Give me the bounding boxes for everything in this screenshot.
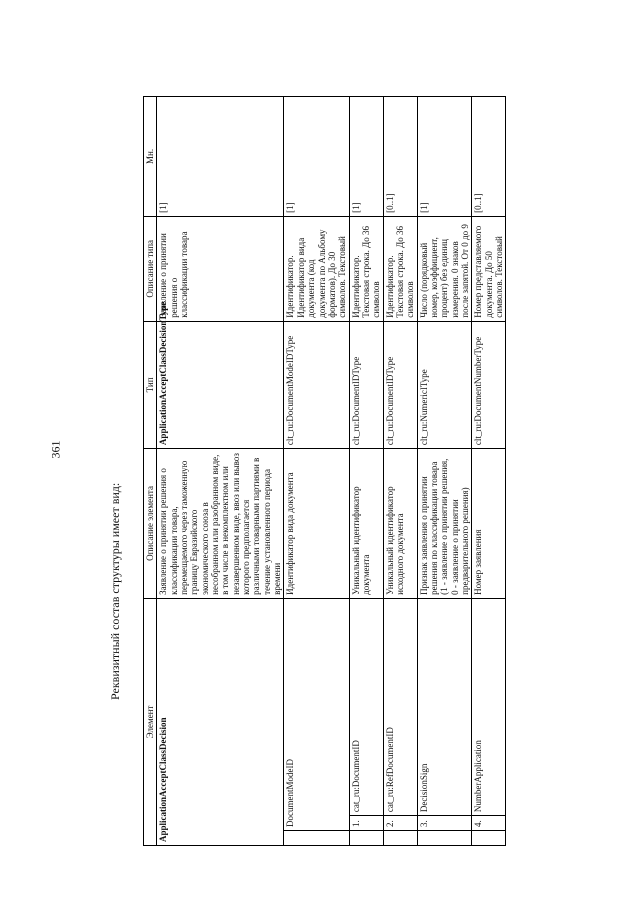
table-row (383, 97, 417, 846)
cell-type-description: Число (порядковый номер, коэффициент, процент) без единиц измерения. 0 знаков после запятой. От 0 до 9 (417, 216, 472, 321)
cell-type-description: Номер представляемого документа. До 50 символов. Текстовый (472, 216, 506, 321)
cell-type: clt_ru:DocumentIDType (383, 321, 417, 448)
cell-type-description: Заявление о принятии решения о классификации товара (157, 216, 284, 321)
cell-type: clt_ru:NumericIType (417, 321, 472, 448)
cell-description: Идентификатор вида документа (284, 449, 349, 599)
cell-element: DocumentModeID (284, 598, 349, 830)
cell-multiplicity: [1] (157, 97, 284, 217)
cell-number: 4. (472, 816, 506, 831)
cell-element: ApplicationAcceptClassDecision (157, 598, 284, 845)
table-row (417, 97, 472, 846)
cell-description: Заявление о принятии решения о классификации товара, перемещаемого через таможенную границу Евразийского экономического союза в несобранном или разобранном виде, в том числе в некомплектном или незавершенном виде, ввоз или вывоз которого предполагается различными товарными партиями в течение установленного периода времени (157, 449, 284, 599)
cell-multiplicity: [0..1] (472, 97, 506, 217)
cell-type-description: Идентификатор. Идентификатор вида документа (код документа по Альбому форматов). До 30 символов. Текстовый (284, 216, 349, 321)
cell-number: 2. (383, 816, 417, 831)
cell-number: 3. (417, 816, 472, 831)
cell-type: clt_ru:DocumentIDType (349, 321, 383, 448)
cell-type-description: Идентификатор. Текстовая строка. До 36 символов (349, 216, 383, 321)
table-header-row (144, 97, 157, 846)
cell-description: Признак заявления о принятии решения по классификации товара (1 - заявление о принятии решения, 0 - заявление о принятии предварительного решения) (417, 449, 472, 599)
cell-multiplicity: [0..1] (383, 97, 417, 217)
intro-text: Реквизитный состав структуры имеет вид: (108, 482, 122, 700)
table-row (472, 97, 506, 846)
table-row (157, 97, 284, 846)
indent-cell (383, 831, 417, 846)
cell-multiplicity: [1] (349, 97, 383, 217)
indent-cell (417, 831, 472, 846)
cell-element: cat_ru:DocumentID (349, 598, 383, 815)
cell-type: clt_ru:DocumentNumberType (472, 321, 506, 448)
page-number: 361 (48, 440, 63, 459)
header-element: Элемент (144, 598, 157, 845)
cell-description: Номер заявления (472, 449, 506, 599)
cell-multiplicity: [1] (284, 97, 349, 217)
header-type-description: Описание типа (144, 216, 157, 321)
indent-cell (349, 831, 383, 846)
cell-number: 1. (349, 816, 383, 831)
cell-type: clt_ru:DocumentModeIDType (284, 321, 349, 448)
cell-element: DecisionSign (417, 598, 472, 815)
header-type: Тип (144, 321, 157, 448)
cell-description: Уникальный идентификатор документа (349, 449, 383, 599)
structure-table-container (143, 96, 640, 846)
cell-type-description: Идентификатор. Текстовая строка. До 36 символов (383, 216, 417, 321)
header-multiplicity: Мн. (144, 97, 157, 217)
cell-type: ApplicationAcceptClassDecisionType (157, 321, 284, 448)
indent-cell (472, 831, 506, 846)
table-row (349, 97, 383, 846)
cell-multiplicity: [1] (417, 97, 472, 217)
cell-element: NumberApplication (472, 598, 506, 815)
cell-description: Уникальный идентификатор исходного документа (383, 449, 417, 599)
indent-cell (284, 831, 349, 846)
table-row (284, 97, 349, 846)
structure-table (143, 96, 506, 846)
header-description: Описание элемента (144, 449, 157, 599)
cell-element: cat_ru:RefDocumentID (383, 598, 417, 815)
